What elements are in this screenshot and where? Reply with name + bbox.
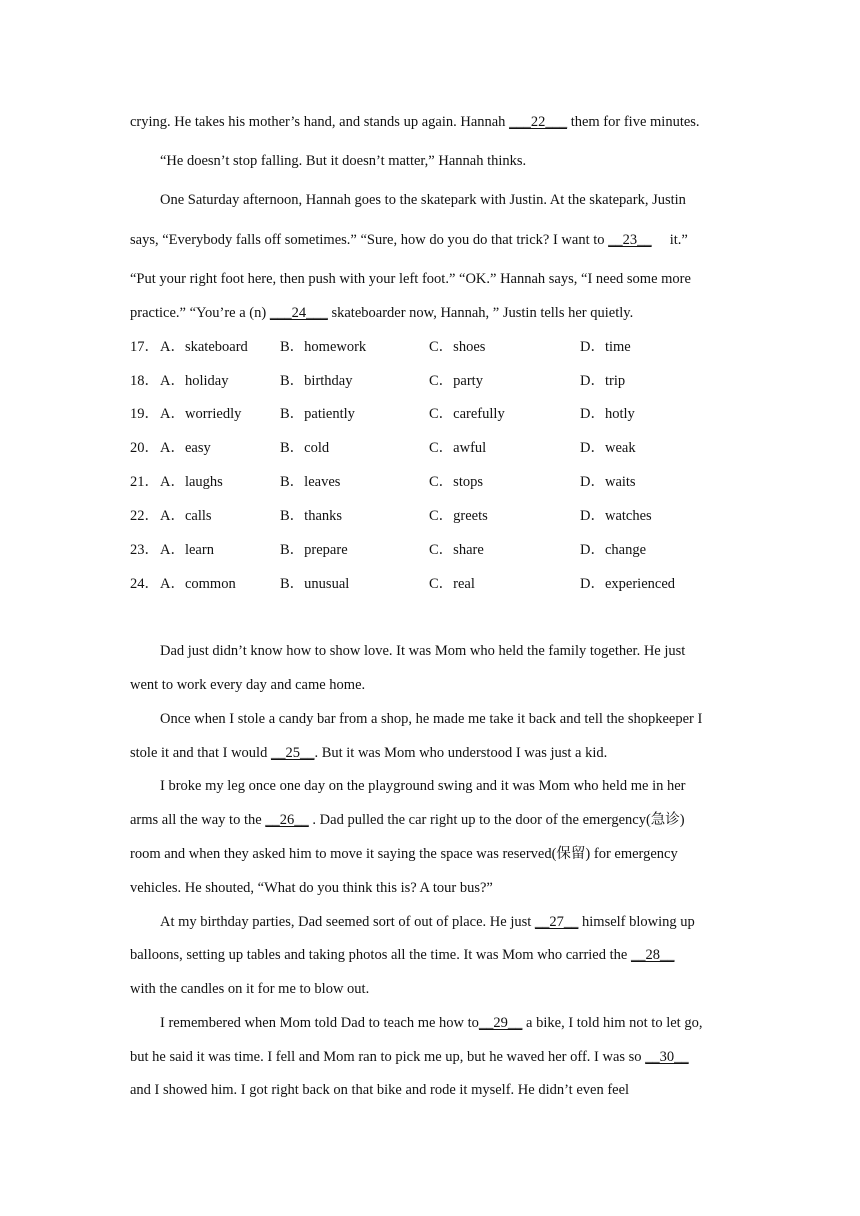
text: crying. He takes his mother’s hand, and stands up again. Hannah	[130, 114, 510, 130]
option-c: C．greets	[429, 508, 488, 524]
passage2-p2-line-2	[130, 744, 607, 762]
blank-23: __23__	[608, 232, 652, 248]
passage2-p4-line-3: with the candles on it for me to blow out.	[130, 981, 370, 997]
question-number: 24．	[130, 576, 159, 592]
passage2-p3-line-1: I broke my leg once one day on the playground swing and it was Mom who held me in her	[160, 778, 686, 794]
question-number: 21．	[130, 474, 159, 490]
question-number: 19．	[130, 406, 159, 422]
passage2-p4-line-2	[130, 946, 674, 964]
option-d: D．watches	[580, 508, 652, 524]
text: a bike, I told him not to let go,	[522, 1015, 703, 1031]
text: practice.” “You’re a (n)	[130, 305, 270, 321]
option-c: C．real	[429, 576, 475, 592]
option-c: C．awful	[429, 440, 487, 456]
option-b: B．cold	[280, 440, 330, 456]
question-number: 18．	[130, 373, 159, 389]
option-d: D．waits	[580, 474, 636, 490]
passage1-line-4	[130, 231, 688, 249]
text: . But it was Mom who understood I was just a kid.	[314, 745, 608, 761]
option-d: D．trip	[580, 373, 626, 389]
blank-24: ___24___	[269, 305, 328, 321]
question-number: 20．	[130, 440, 159, 456]
option-b: B．patiently	[280, 406, 355, 422]
passage1-line-5: “Put your right foot here, then push with your left foot.” “OK.” Hannah says, “I need some more	[130, 271, 691, 287]
passage2-p3-line-3: room and when they asked him to move it saying the space was reserved(保留) for emergency	[130, 846, 678, 862]
text: says, “Everybody falls off sometimes.” “Sure, how do you do that trick? I want to	[130, 232, 609, 248]
option-a: A．calls	[160, 508, 212, 524]
passage2-p4-line-1	[160, 913, 695, 931]
text: it.”	[651, 232, 688, 248]
text: skateboarder now, Hannah, ” Justin tells her quietly.	[327, 305, 634, 321]
passage2-p1-line-1: Dad just didn’t know how to show love. It was Mom who held the family together. He just	[160, 643, 686, 659]
blank-26: __26__	[265, 812, 309, 828]
passage1-line-6	[130, 304, 633, 322]
option-b: B．thanks	[280, 508, 343, 524]
option-b: B．prepare	[280, 542, 348, 558]
option-a: A．skateboard	[160, 339, 248, 355]
passage2-p1-line-2: went to work every day and came home.	[130, 677, 366, 693]
text: I remembered when Mom told Dad to teach me how to	[160, 1015, 479, 1031]
option-a: A．laughs	[160, 474, 223, 490]
passage2-p5-line-2	[130, 1048, 689, 1066]
option-c: C．share	[429, 542, 484, 558]
option-b: B．homework	[280, 339, 367, 355]
option-a: A．easy	[160, 440, 211, 456]
option-a: A．learn	[160, 542, 214, 558]
blank-29: __29__	[478, 1015, 523, 1031]
option-c: C．carefully	[429, 406, 505, 422]
passage2-p5-line-3: and I showed him. I got right back on that bike and rode it myself. He didn’t even feel	[130, 1082, 630, 1098]
option-d: D．weak	[580, 440, 636, 456]
option-d: D．hotly	[580, 406, 635, 422]
text: but he said it was time. I fell and Mom ran to pick me up, but he waved her off. I was so	[130, 1049, 646, 1065]
question-number: 23．	[130, 542, 159, 558]
blank-25: __25__	[270, 745, 315, 761]
option-a: A．worriedly	[160, 406, 242, 422]
text: . Dad pulled the car right up to the door of the emergency(急诊)	[308, 812, 685, 828]
blank-28: __28__	[630, 947, 675, 963]
option-d: D．experienced	[580, 576, 676, 592]
text: At my birthday parties, Dad seemed sort of out of place. He just	[160, 914, 535, 930]
option-c: C．shoes	[429, 339, 486, 355]
option-b: B．unusual	[280, 576, 350, 592]
blank-27: __27__	[534, 914, 579, 930]
passage2-p2-line-1: Once when I stole a candy bar from a shop, he made me take it back and tell the shopkeeper I	[160, 711, 703, 727]
text: them for five minutes.	[567, 114, 700, 130]
option-c: C．party	[429, 373, 483, 389]
blank-22: ___22___	[509, 114, 568, 130]
option-d: D．time	[580, 339, 631, 355]
question-number: 22．	[130, 508, 159, 524]
question-number: 17．	[130, 339, 159, 355]
option-b: B．birthday	[280, 373, 353, 389]
passage2-p3-line-2	[130, 811, 685, 829]
option-c: C．stops	[429, 474, 483, 490]
text: stole it and that I would	[130, 745, 271, 761]
passage1-line-1	[130, 113, 700, 131]
blank-30: __30__	[645, 1049, 689, 1065]
option-b: B．leaves	[280, 474, 341, 490]
passage1-line-2: “He doesn’t stop falling. But it doesn’t matter,” Hannah thinks.	[160, 153, 527, 169]
option-a: A．holiday	[160, 373, 229, 389]
text: himself blowing up	[578, 914, 695, 930]
option-d: D．change	[580, 542, 647, 558]
option-a: A．common	[160, 576, 236, 592]
text: balloons, setting up tables and taking photos all the time. It was Mom who carried the	[130, 947, 631, 963]
passage1-line-3: One Saturday afternoon, Hannah goes to the skatepark with Justin. At the skatepark, Justin	[160, 192, 686, 208]
passage2-p3-line-4: vehicles. He shouted, “What do you think this is? A tour bus?”	[130, 880, 493, 896]
text: arms all the way to the	[130, 812, 266, 828]
passage2-p5-line-1	[160, 1014, 702, 1032]
